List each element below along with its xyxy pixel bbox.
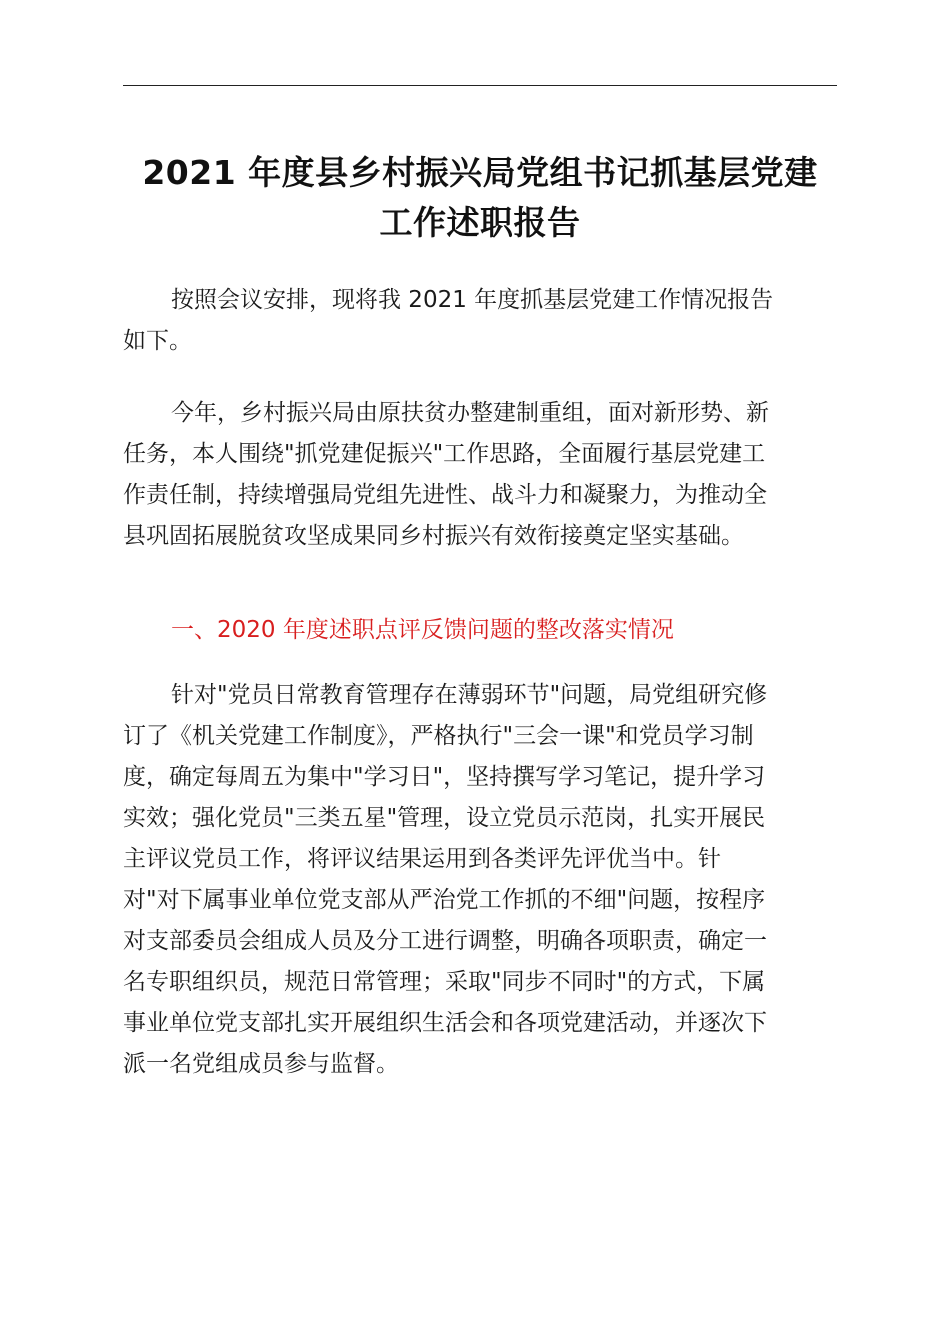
paragraph-line: 县巩固拓展脱贫攻坚成果同乡村振兴有效衔接奠定坚实基础。 bbox=[123, 523, 744, 549]
paragraph-overview bbox=[123, 393, 837, 557]
paragraph-line: 针对"党员日常教育管理存在薄弱环节"问题，局党组研究修 bbox=[171, 682, 768, 708]
paragraph-line: 对"对下属事业单位党支部从严治党工作抓的不细"问题，按程序 bbox=[123, 887, 766, 913]
title-line-1: 2021 年度县乡村振兴局党组书记抓基层党建 bbox=[142, 153, 818, 192]
paragraph-line: 任务，本人围绕"抓党建促振兴"工作思路，全面履行基层党建工 bbox=[123, 441, 766, 467]
paragraph-line: 作责任制，持续增强局党组先进性、战斗力和凝聚力，为推动全 bbox=[123, 482, 767, 508]
title-line-2: 工作述职报告 bbox=[379, 203, 581, 242]
paragraph-line: 按照会议安排，现将我 2021 年度抓基层党建工作情况报告 bbox=[171, 287, 774, 313]
paragraph-line: 事业单位党支部扎实开展组织生活会和各项党建活动，并逐次下 bbox=[123, 1010, 767, 1036]
section-heading-1: 一、2020 年度述职点评反馈问题的整改落实情况 bbox=[171, 617, 674, 643]
document-title bbox=[118, 148, 842, 248]
paragraph-line: 名专职组织员，规范日常管理；采取"同步不同时"的方式，下属 bbox=[123, 969, 766, 995]
paragraph-intro bbox=[123, 280, 837, 362]
paragraph-line: 今年，乡村振兴局由原扶贫办整建制重组，面对新形势、新 bbox=[171, 400, 769, 426]
paragraph-line: 主评议党员工作，将评议结果运用到各类评先评优当中。针 bbox=[123, 846, 721, 872]
paragraph-line: 度，确定每周五为集中"学习日"，坚持撰写学习笔记，提升学习 bbox=[123, 764, 766, 790]
paragraph-line: 对支部委员会组成人员及分工进行调整，明确各项职责，确定一 bbox=[123, 928, 767, 954]
paragraph-line: 如下。 bbox=[123, 328, 192, 354]
paragraph-line: 订了《机关党建工作制度》，严格执行"三会一课"和党员学习制 bbox=[123, 723, 754, 749]
header-rule bbox=[123, 85, 837, 86]
paragraph-line: 实效；强化党员"三类五星"管理，设立党员示范岗，扎实开展民 bbox=[123, 805, 766, 831]
paragraph-line: 派一名党组成员参与监督。 bbox=[123, 1051, 399, 1077]
paragraph-rectification bbox=[123, 675, 837, 1085]
